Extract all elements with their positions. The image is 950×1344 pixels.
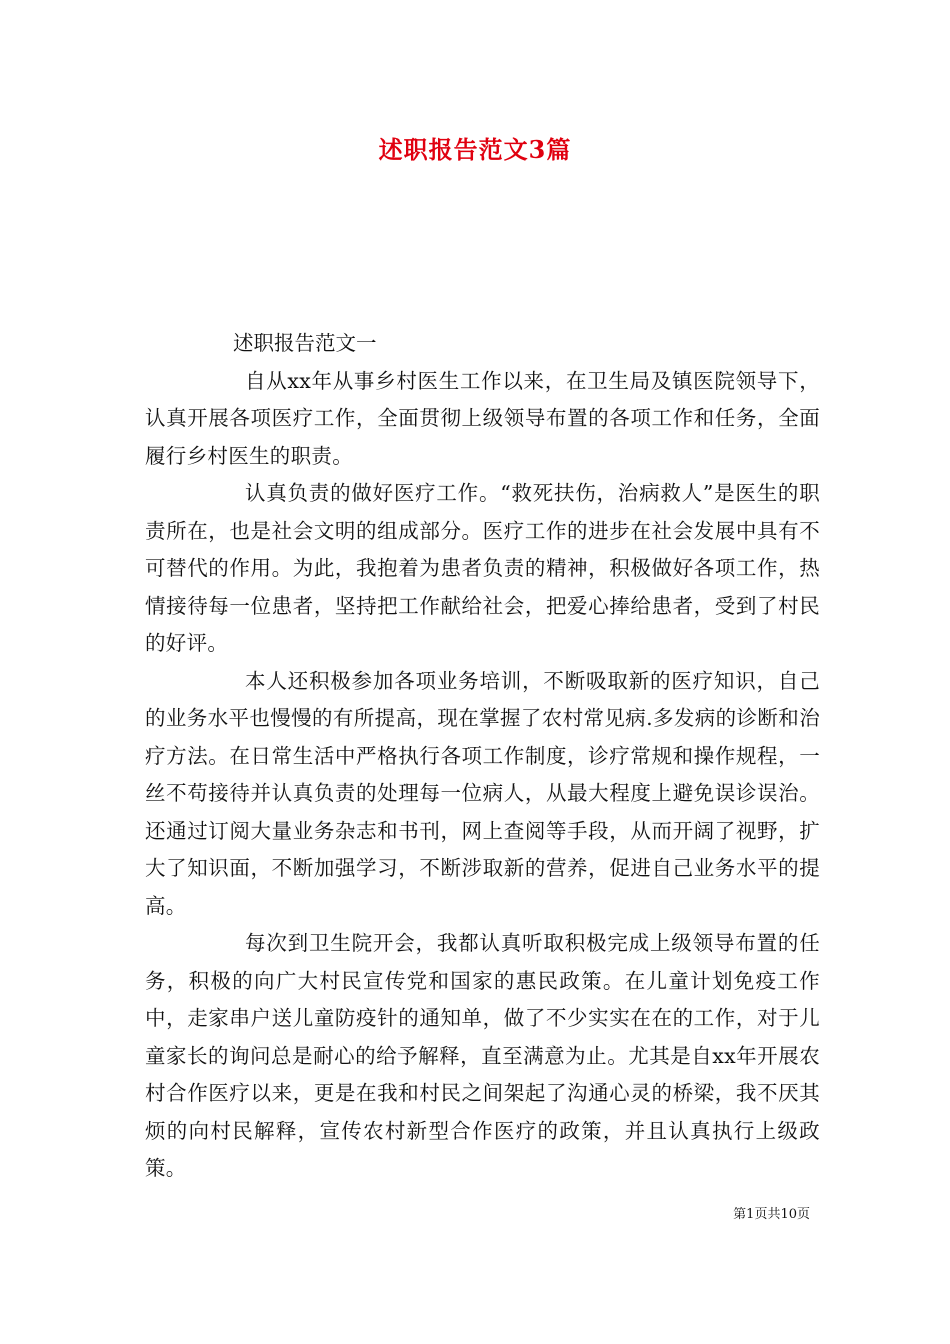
paragraph-4: 每次到卫生院开会，我都认真听取积极完成上级领导布置的任务，积极的向广大村民宣传党和国家的惠民政策。在儿童计划免疫工作中，走家串户送儿童防疫针的通知单，做了不少实实在在的工作，对于儿童家长的询问总是耐心的给予解释，直至满意为止。尤其是自xx年开展农村合作医疗以来，更是在我和村民之间架起了沟通心灵的桥梁，我不厌其烦的向村民解释，宣传农村新型合作医疗的政策，并且认真执行上级政策。 [145, 931, 820, 1180]
page-number-footer: 第1页共10页 [733, 1207, 810, 1222]
section-heading: 述职报告范文一 [233, 331, 377, 355]
paragraph-3: 本人还积极参加各项业务培训，不断吸取新的医疗知识，自己的业务水平也慢慢的有所提高，现在掌握了农村常见病.多发病的诊断和治疗方法。在日常生活中严格执行各项工作制度，诊疗常规和操作规程，一丝不苟接待并认真负责的处理每一位病人，从最大程度上避免误诊误治。还通过订阅大量业务杂志和书刊，网上查阅等手段，从而开阔了视野，扩大了知识面，不断加强学习，不断涉取新的营养，促进自己业务水平的提高。 [145, 668, 820, 918]
paragraph-2: 认真负责的做好医疗工作。“救死扶伤，治病救人”是医生的职责所在，也是社会文明的组成部分。医疗工作的进步在社会发展中具有不可替代的作用。为此，我抱着为患者负责的精神，积极做好各项工作，热情接待每一位患者，坚持把工作献给社会，把爱心捧给患者，受到了村民的好评。 [145, 481, 820, 655]
document-body [145, 325, 820, 1188]
paragraph-1: 自从xx年从事乡村医生工作以来，在卫生局及镇医院领导下，认真开展各项医疗工作，全面贯彻上级领导布置的各项工作和任务，全面履行乡村医生的职责。 [145, 368, 820, 468]
document-title: 述职报告范文3篇 [378, 135, 572, 164]
